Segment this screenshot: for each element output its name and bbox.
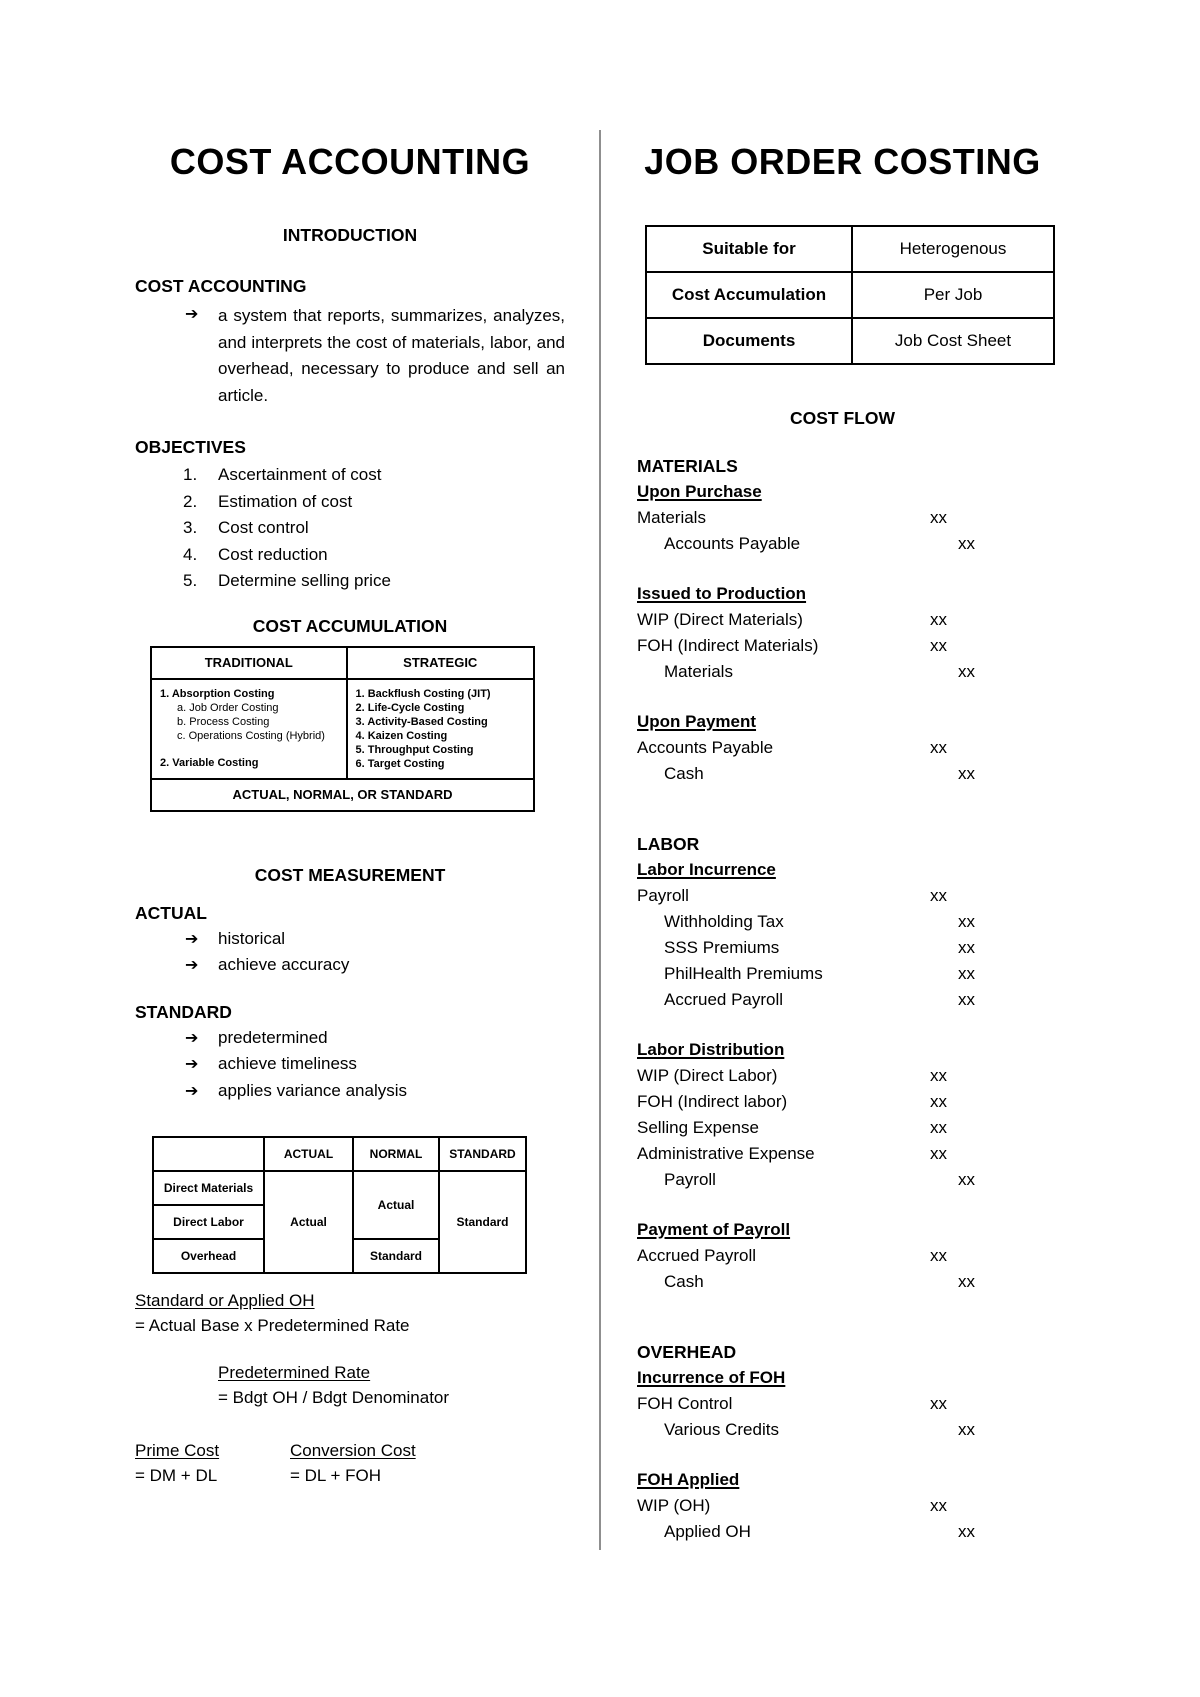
journal-entry — [637, 709, 1055, 787]
debit-amount: xx — [930, 738, 947, 757]
predetermined-rate-formula: = Bdgt OH / Bdgt Denominator — [218, 1388, 450, 1407]
credit-amount: xx — [958, 1522, 975, 1541]
prime-conversion-block — [135, 1438, 565, 1488]
journal-account: WIP (OH) — [637, 1496, 711, 1515]
traditional-subitem: c. Operations Costing (Hybrid) — [177, 729, 325, 742]
journal-account: WIP (Direct Labor) — [637, 1066, 778, 1085]
credit-amount: xx — [958, 534, 975, 553]
journal-line — [637, 987, 1055, 1013]
cost-measurement-matrix — [152, 1136, 527, 1274]
journal-entry — [637, 479, 1055, 557]
journal-line — [637, 1391, 1055, 1417]
actual-bullet-text: historical — [218, 928, 286, 948]
summary-label: Cost Accumulation — [646, 272, 852, 318]
cost-measurement-heading: COST MEASUREMENT — [254, 864, 446, 885]
arrow-bullet-icon: ➔ — [185, 1054, 199, 1073]
journal-account: FOH (Indirect labor) — [637, 1092, 788, 1111]
journal-account: Materials — [664, 662, 733, 681]
debit-amount: xx — [930, 1496, 947, 1515]
journal-line — [637, 1493, 1055, 1519]
standard-bullet — [185, 1078, 565, 1105]
journal-line — [637, 1063, 1055, 1089]
journal-line — [637, 1141, 1055, 1167]
objective-text: Ascertainment of cost — [218, 465, 382, 484]
journal-line — [637, 1519, 1055, 1545]
journal-entry-title: Issued to Production — [637, 584, 807, 603]
journal-group-heading: LABOR — [637, 834, 700, 854]
definition-text: a system that reports, summarizes, analyzes, and interprets the cost of materials, labor, and overhead, necessary to produce and sell an article. — [218, 306, 565, 405]
arrow-bullet-icon: ➔ — [185, 304, 199, 323]
objective-item — [183, 462, 565, 489]
matrix-row-header-direct-materials: Direct Materials — [153, 1171, 264, 1205]
journal-entry-title: Payment of Payroll — [637, 1220, 791, 1239]
journal-line — [637, 1269, 1055, 1295]
prime-cost-title: Prime Cost — [135, 1441, 220, 1460]
journal-line — [637, 505, 1055, 531]
introduction-heading: INTRODUCTION — [282, 225, 418, 245]
journal-entry-title: Incurrence of FOH — [637, 1368, 786, 1387]
objective-item — [183, 542, 565, 569]
journal-line — [637, 659, 1055, 685]
cost-accounting-definition-heading: COST ACCOUNTING — [135, 276, 307, 296]
column-divider — [599, 130, 601, 1550]
journal-line — [637, 1417, 1055, 1443]
journal-line — [637, 735, 1055, 761]
journal-account: Accounts Payable — [637, 738, 774, 757]
definition-bullet — [185, 303, 565, 409]
traditional-subitem: b. Process Costing — [177, 715, 270, 728]
objective-number: 3. — [183, 518, 198, 537]
prime-cost-formula: = DM + DL — [135, 1466, 218, 1485]
summary-label: Documents — [646, 318, 852, 364]
conversion-cost-title: Conversion Cost — [290, 1441, 416, 1460]
journal-account: Withholding Tax — [664, 912, 784, 931]
accumulation-header-traditional: TRADITIONAL — [151, 647, 347, 679]
summary-value: Job Cost Sheet — [852, 318, 1054, 364]
objective-item — [183, 568, 565, 595]
objective-number: 5. — [183, 571, 198, 590]
accumulation-footer: ACTUAL, NORMAL, OR STANDARD — [151, 779, 534, 811]
debit-amount: xx — [930, 1246, 947, 1265]
objectives-heading: OBJECTIVES — [135, 437, 246, 457]
standard-bullet-text: predetermined — [218, 1027, 328, 1047]
journal-group-labor — [637, 831, 1055, 1295]
journal-account: FOH Control — [637, 1394, 733, 1413]
journal-account: SSS Premiums — [664, 938, 780, 957]
traditional-item: 1. Absorption Costing — [160, 687, 275, 700]
strategic-cell — [347, 679, 535, 779]
journal-entry-title: Upon Payment — [637, 712, 757, 731]
cost-flow-heading: COST FLOW — [790, 408, 895, 428]
summary-value: Per Job — [852, 272, 1054, 318]
journal-line — [637, 1167, 1055, 1193]
journal-entry-title: Labor Distribution — [637, 1040, 785, 1059]
actual-bullet-list — [135, 926, 565, 979]
standard-bullet-text: achieve timeliness — [218, 1054, 357, 1073]
journal-line — [637, 961, 1055, 987]
objective-number: 2. — [183, 491, 198, 511]
debit-amount: xx — [930, 886, 947, 905]
objective-text: Cost reduction — [218, 544, 328, 564]
traditional-cell — [151, 679, 347, 779]
credit-amount: xx — [958, 990, 975, 1009]
matrix-col-header-normal: NORMAL — [353, 1137, 439, 1171]
right-page-title: JOB ORDER COSTING — [644, 141, 1041, 182]
journal-account: Accounts Payable — [664, 534, 801, 553]
matrix-standard-value: Standard — [439, 1171, 526, 1273]
journal-account: Payroll — [664, 1170, 716, 1189]
journal-line — [637, 607, 1055, 633]
applied-oh-formula-block — [135, 1288, 565, 1338]
debit-amount: xx — [930, 1066, 947, 1085]
objective-text: Determine selling price — [218, 571, 391, 590]
journal-account: FOH (Indirect Materials) — [637, 636, 819, 655]
journal-account: Payroll — [637, 886, 689, 905]
standard-bullet — [185, 1025, 565, 1052]
journal-entry-title: FOH Applied — [637, 1470, 740, 1489]
cost-accumulation-heading: COST ACCUMULATION — [252, 615, 448, 636]
objective-text: Cost control — [218, 518, 309, 537]
journal-account: Various Credits — [664, 1420, 779, 1439]
credit-amount: xx — [958, 1272, 975, 1291]
journal-line — [637, 1089, 1055, 1115]
actual-bullet-text: achieve accuracy — [218, 955, 350, 974]
matrix-normal-bottom-value: Standard — [353, 1239, 439, 1273]
left-page-title: COST ACCOUNTING — [169, 141, 531, 182]
debit-amount: xx — [930, 508, 947, 527]
journal-group-heading: OVERHEAD — [637, 1342, 737, 1362]
predetermined-rate-block — [218, 1360, 565, 1410]
strategic-item: 2. Life-Cycle Costing — [355, 701, 465, 714]
journal-entry — [637, 1467, 1055, 1545]
objective-number: 1. — [183, 465, 198, 484]
journal-group-heading: MATERIALS — [637, 456, 738, 476]
traditional-subitem: a. Job Order Costing — [177, 701, 279, 714]
accumulation-header-strategic: STRATEGIC — [347, 647, 535, 679]
strategic-item: 6. Target Costing — [355, 757, 445, 770]
debit-amount: xx — [930, 1118, 947, 1137]
strategic-item: 3. Activity-Based Costing — [355, 715, 488, 728]
debit-amount: xx — [930, 636, 947, 655]
credit-amount: xx — [958, 1170, 975, 1189]
left-column — [135, 0, 565, 1488]
prime-cost-block — [135, 1438, 290, 1488]
matrix-col-header-actual: ACTUAL — [264, 1137, 353, 1171]
journal-account: Administrative Expense — [637, 1144, 815, 1163]
matrix-row-header-direct-labor: Direct Labor — [153, 1205, 264, 1239]
predetermined-rate-title: Predetermined Rate — [218, 1363, 371, 1382]
matrix-row-header-overhead: Overhead — [153, 1239, 264, 1273]
job-order-summary-table — [645, 225, 1055, 365]
journal-line — [637, 883, 1055, 909]
journal-entry-title: Labor Incurrence — [637, 860, 776, 879]
matrix-col-header-standard: STANDARD — [439, 1137, 526, 1171]
credit-amount: xx — [958, 1420, 975, 1439]
journal-line — [637, 633, 1055, 659]
standard-heading: STANDARD — [135, 1001, 232, 1022]
actual-heading: ACTUAL — [135, 902, 207, 923]
summary-row — [646, 272, 1054, 318]
objective-text: Estimation of cost — [218, 491, 353, 511]
debit-amount: xx — [930, 1092, 947, 1111]
journal-account: Cash — [664, 1272, 704, 1291]
matrix-corner-cell — [153, 1137, 264, 1171]
actual-bullet — [185, 952, 565, 979]
journal-account: Selling Expense — [637, 1118, 759, 1137]
conversion-cost-formula: = DL + FOH — [290, 1466, 382, 1485]
journal-entry — [637, 1037, 1055, 1193]
journal-entry — [637, 1365, 1055, 1443]
arrow-bullet-icon: ➔ — [185, 955, 199, 974]
credit-amount: xx — [958, 938, 975, 957]
summary-label: Suitable for — [646, 226, 852, 272]
standard-bullet-text: applies variance analysis — [218, 1080, 407, 1100]
journal-account: WIP (Direct Materials) — [637, 610, 803, 629]
journal-account: Accrued Payroll — [637, 1246, 757, 1265]
arrow-bullet-icon: ➔ — [185, 1027, 199, 1047]
journal-line — [637, 909, 1055, 935]
journal-account: Cash — [664, 764, 704, 783]
objective-item — [183, 515, 565, 542]
journal-account: Applied OH — [664, 1522, 751, 1541]
actual-bullet — [185, 926, 565, 953]
journal-entry — [637, 857, 1055, 1013]
credit-amount: xx — [958, 662, 975, 681]
journal-entry — [637, 581, 1055, 685]
matrix-actual-value: Actual — [264, 1171, 353, 1273]
journal-line — [637, 935, 1055, 961]
journal-line — [637, 1243, 1055, 1269]
journal-account: PhilHealth Premiums — [664, 964, 823, 983]
credit-amount: xx — [958, 764, 975, 783]
journal-account: Materials — [637, 508, 706, 527]
journal-line — [637, 761, 1055, 787]
journal-group-overhead — [637, 1339, 1055, 1545]
journal-line — [637, 1115, 1055, 1141]
credit-amount: xx — [958, 964, 975, 983]
objectives-list — [135, 462, 565, 595]
cost-accumulation-table — [150, 646, 535, 812]
summary-value: Heterogenous — [852, 226, 1054, 272]
journal-entry — [637, 1217, 1055, 1295]
journal-line — [637, 531, 1055, 557]
journal-account: Accrued Payroll — [664, 990, 784, 1009]
objective-number: 4. — [183, 544, 198, 564]
debit-amount: xx — [930, 1144, 947, 1163]
arrow-bullet-icon: ➔ — [185, 928, 199, 948]
summary-row — [646, 318, 1054, 364]
debit-amount: xx — [930, 1394, 947, 1413]
credit-amount: xx — [958, 912, 975, 931]
journal-entries — [637, 453, 1055, 1545]
conversion-cost-block — [290, 1438, 416, 1488]
objective-item — [183, 489, 565, 516]
journal-entry-title: Upon Purchase — [637, 482, 762, 501]
strategic-item: 4. Kaizen Costing — [355, 729, 448, 742]
arrow-bullet-icon: ➔ — [185, 1080, 199, 1100]
debit-amount: xx — [930, 610, 947, 629]
traditional-item: 2. Variable Costing — [160, 756, 259, 769]
right-column — [630, 0, 1055, 1545]
summary-row — [646, 226, 1054, 272]
strategic-item: 5. Throughput Costing — [355, 743, 474, 756]
standard-bullet — [185, 1051, 565, 1078]
journal-group-materials — [637, 453, 1055, 787]
applied-oh-title: Standard or Applied OH — [135, 1291, 315, 1310]
standard-bullet-list — [135, 1025, 565, 1105]
strategic-item: 1. Backflush Costing (JIT) — [355, 687, 491, 700]
matrix-normal-top-value: Actual — [353, 1171, 439, 1239]
applied-oh-formula: = Actual Base x Predetermined Rate — [135, 1316, 410, 1335]
